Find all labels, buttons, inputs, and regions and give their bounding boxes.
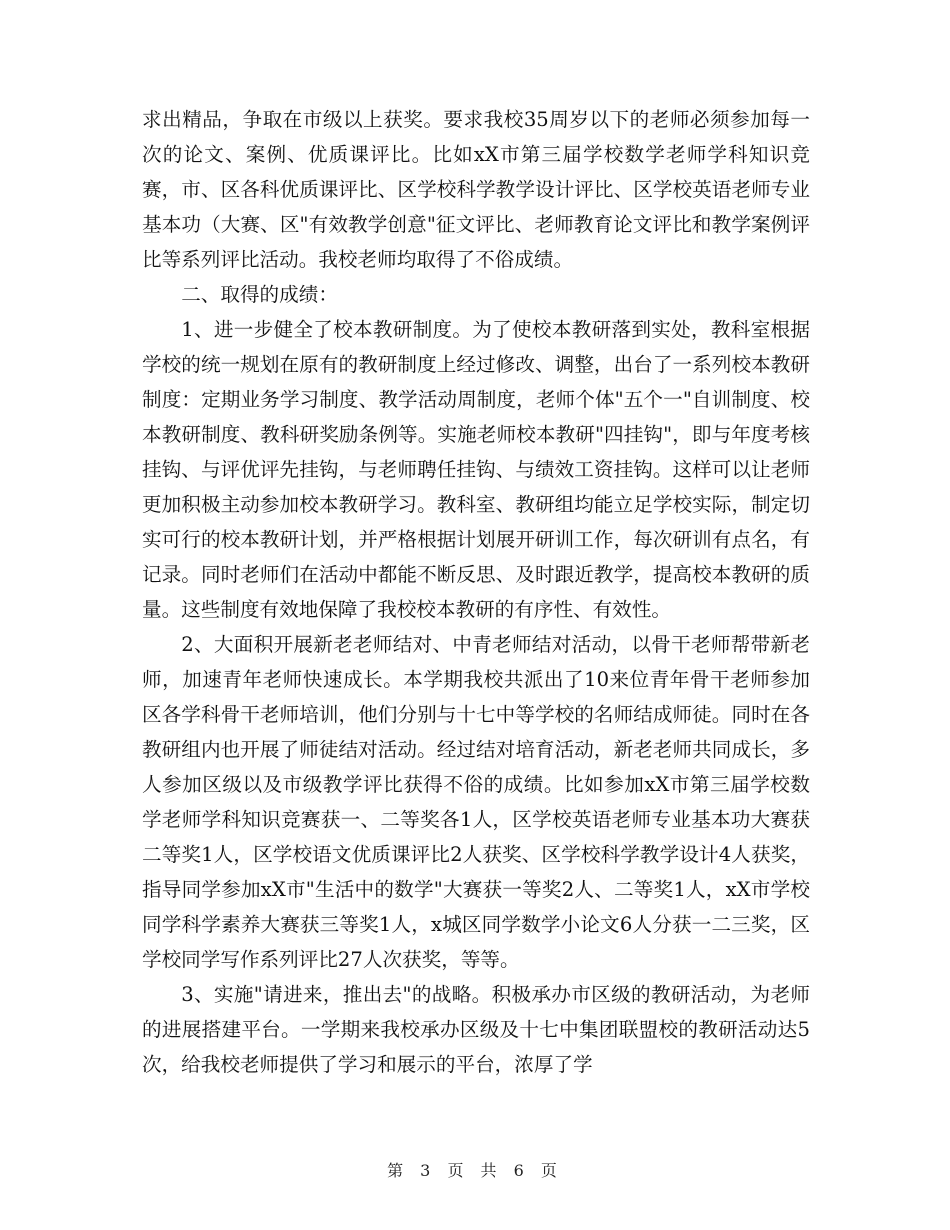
paragraph-item-3: 3、实施"请进来，推出去"的战略。积极承办市区级的教研活动，为老师的进展搭建平台。一学期来我校承办区级及十七中集团联盟校的教研活动达5次，给我校老师提供了学习和展示的平台，浓厚了学: [142, 983, 810, 1076]
paragraph-continuation: 求出精品，争取在市级以上获奖。要求我校35周岁以下的老师必须参加每一次的论文、案例、优质课评比。比如xX市第三届学校数学老师学科知识竞赛，市、区各科优质课评比、区学校科学教学设计评比、区学校英语老师专业基本功（大赛、区"有效教学创意"征文评比、老师教育论文评比和教学案例评比等系列评比活动。我校老师均取得了不俗成绩。: [142, 108, 810, 271]
page-number-footer: 第 3 页 共 6 页: [387, 1161, 563, 1180]
paragraph-item-2: 2、大面积开展新老老师结对、中青老师结对活动，以骨干老师帮带新老师，加速青年老师快速成长。本学期我校共派出了10来位青年骨干老师参加区各学科骨干老师培训，他们分别与十七中等学校的名师结成师徒。同时在各教研组内也开展了师徒结对活动。经过结对培育活动，新老老师共同成长，多人参加区级以及市级教学评比获得不俗的成绩。比如参加xX市第三届学校数学老师学科知识竞赛获一、二等奖各1人，区学校英语老师专业基本功大赛获二等奖1人，区学校语文优质课评比2人获奖、区学校科学教学设计4人获奖，指导同学参加xX市"生活中的数学"大赛获一等奖2人、二等奖1人，xX市学校同学科学素养大赛获三等奖1人，x城区同学数学小论文6人分获一二三奖，区学校同学写作系列评比27人次获奖，等等。: [142, 633, 810, 971]
section-heading-achievements: 二、取得的成绩：: [181, 283, 338, 306]
paragraph-item-1: 1、进一步健全了校本教研制度。为了使校本教研落到实处，教科室根据学校的统一规划在原有的教研制度上经过修改、调整，出台了一系列校本教研制度：定期业务学习制度、教学活动周制度，老师个体"五个一"自训制度、校本教研制度、教科研奖励条例等。实施老师校本教研"四挂钩"，即与年度考核挂钩、与评优评先挂钩，与老师聘任挂钩、与绩效工资挂钩。这样可以让老师更加积极主动参加校本教研学习。教科室、教研组均能立足学校实际，制定切实可行的校本教研计划，并严格根据计划展开研训工作，每次研训有点名，有记录。同时老师们在活动中都能不断反思、及时跟近教学，提高校本教研的质量。这些制度有效地保障了我校校本教研的有序性、有效性。: [142, 318, 810, 621]
document-body: [142, 102, 810, 1082]
